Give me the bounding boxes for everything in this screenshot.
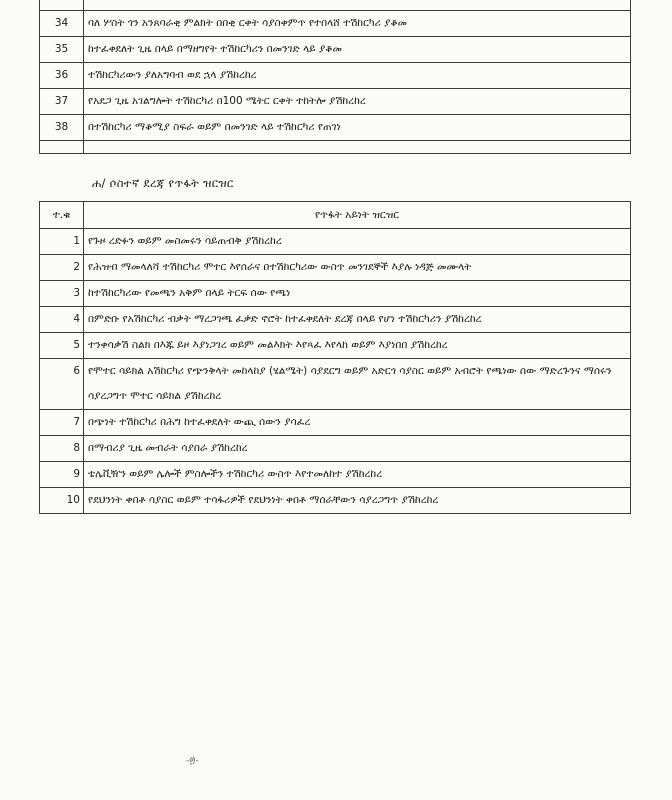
row-description: በጭነት ተሽከርካሪ በሕግ ከተፈቀደለት ውጪ ሰውን ያሳፈረ — [84, 410, 631, 436]
row-description: ከተሽከርካሪው የመጫን አቅም በላይ ትርፍ ሰው የጫነ — [84, 281, 631, 307]
column-header-number: ተ.ቁ — [40, 202, 84, 229]
table-row — [40, 410, 631, 436]
row-number: 34 — [40, 11, 84, 37]
table-row — [40, 307, 631, 333]
table-row — [40, 333, 631, 359]
table-row — [40, 359, 631, 410]
row-number: 4 — [40, 307, 84, 333]
row-number: 10 — [40, 488, 84, 514]
table-header-row — [40, 202, 631, 229]
row-number: 37 — [40, 89, 84, 115]
row-number: 36 — [40, 63, 84, 89]
row-description — [84, 141, 631, 154]
table-row — [40, 255, 631, 281]
row-description: የአደጋ ጊዜ አገልግሎት ተሽከርካሪ በ100 ሜትር ርቀት ተከትሎ ያሽከረከረ — [84, 89, 631, 115]
table-row — [40, 37, 631, 63]
table-row — [40, 141, 631, 154]
table-row — [40, 462, 631, 488]
third-level-violations-table — [39, 201, 631, 514]
section-title: ሐ/ ሶስተኛ ደረጃ የጥፋት ዝርዝር — [92, 176, 234, 190]
row-description: በምድቡ የአሽከርካሪ ብቃት ማረጋገጫ ፈቃድ ኖሮት ከተፈቀደለት ደረጃ በላይ የሆነ ተሽከርካሪን ያሽከረከረ — [84, 307, 631, 333]
row-number: 6 — [40, 359, 84, 410]
table-row — [40, 115, 631, 141]
table-row — [40, 63, 631, 89]
row-description: የሕዝብ ማመላለሻ ተሽከርካሪ ሞተር እየሰራና በተሽከርካሪው ውስጥ መንገደኞች እያሉ ነዳጅ መሙላት — [84, 255, 631, 281]
row-description — [84, 0, 631, 11]
row-description: በማብሪያ ጊዜ መብራት ሳያበራ ያሽከረከረ — [84, 436, 631, 462]
row-description: ባለ ሦስት ጎን አንጸባራቂ ምልክት በበቂ ርቀት ሳያስቀምጥ የተበላሸ ተሽከርካሪ ያቆመ — [84, 11, 631, 37]
row-number: 35 — [40, 37, 84, 63]
table-row — [40, 229, 631, 255]
row-description: ከተፈቀደለት ጊዜ በላይ በማዘግየት ተሽከርካሪን በመንገድ ላይ ያቆመ — [84, 37, 631, 63]
page-number: -፴- — [186, 756, 199, 766]
row-description: የጉዞ ረድፉን ወይም መስመሩን ሳይጠብቅ ያሽከረከረ — [84, 229, 631, 255]
table-row — [40, 0, 631, 11]
table-row — [40, 11, 631, 37]
column-header-description: የጥፋት አይነት ዝርዝር — [84, 202, 631, 229]
row-description: በተሽከርካሪ ማቆሚያ ስፍራ ወይም በመንገድ ላይ ተሽከርካሪ የጠገነ — [84, 115, 631, 141]
row-description: የሞተር ሳይክል አሽከርካሪ የጭንቅላት መከላከያ (ሄልሜት) ሳያደርግ ወይም አድርጎ ሳያስር ወይም አብሮት የጫነው ሰው ማድረጉንና ማሰሩን ሳያረጋግጥ ሞተር ሳይክል ያሽከረከረ — [84, 359, 631, 410]
row-description: የደህንነት ቀበቶ ሳያስር ወይም ተሳፋሪዎች የደህንነት ቀበቶ ማሰራቸውን ሳያረጋግጥ ያሽከረከረ — [84, 488, 631, 514]
table-row — [40, 488, 631, 514]
row-number: 8 — [40, 436, 84, 462]
row-number: 1 — [40, 229, 84, 255]
row-description: ተንቀሳቃሽ ስልክ በእጁ ይዞ እያነጋገረ ወይም መልእክት እየጻፈ እየላከ ወይም እያነበበ ያሽከረከረ — [84, 333, 631, 359]
table-row — [40, 89, 631, 115]
violations-table-continued — [39, 0, 631, 154]
row-number — [40, 141, 84, 154]
row-number: 38 — [40, 115, 84, 141]
table-row — [40, 436, 631, 462]
row-description: ቴሌቪዥን ወይም ሌሎች ምስሎችን ተሽከርካሪ ውስጥ እየተመለከተ ያሽከረከረ — [84, 462, 631, 488]
row-number: 5 — [40, 333, 84, 359]
row-number: 7 — [40, 410, 84, 436]
table-row — [40, 281, 631, 307]
row-number — [40, 0, 84, 11]
row-number: 9 — [40, 462, 84, 488]
row-description: ተሽከርካሪውን ያለአግባብ ወደ ኋላ ያሽከረከረ — [84, 63, 631, 89]
row-number: 3 — [40, 281, 84, 307]
row-number: 2 — [40, 255, 84, 281]
